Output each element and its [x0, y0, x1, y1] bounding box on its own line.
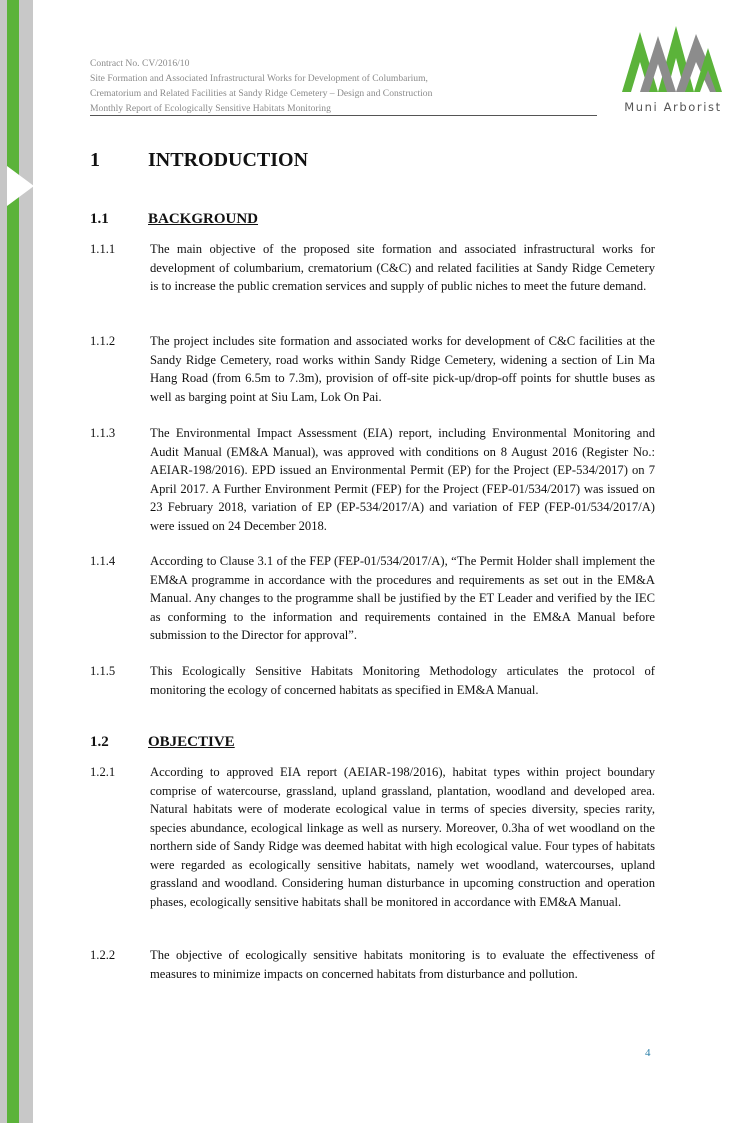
para-1-1-4-number: 1.1.4 — [90, 554, 116, 568]
header-report-title: Monthly Report of Ecologically Sensitive Habitats Monitoring — [90, 103, 331, 114]
para-1-2-2-text: The objective of ecologically sensitive habitats monitoring is to evaluate the effectiveness of measures to minimize impacts on concerned habitats from disturbance and pollution. — [150, 948, 655, 981]
para-1-1-2-number: 1.1.2 — [90, 334, 116, 348]
header-contract-no: Contract No. CV/2016/10 — [90, 58, 190, 69]
header-divider — [90, 115, 597, 116]
section-1-2-number: 1.2 — [90, 734, 109, 750]
sidebar-gray-stripe — [0, 0, 7, 1123]
logo-wordmark: Muni Arborist — [624, 100, 722, 114]
para-1-1-1-number: 1.1.1 — [90, 242, 116, 256]
page-number: 4 — [645, 1047, 651, 1059]
section-1-number: 1 — [90, 149, 100, 171]
section-1-1-title: BACKGROUND — [148, 211, 259, 227]
logo-mark-icon — [618, 24, 726, 100]
header-project-line-2: Crematorium and Related Facilities at Sandy Ridge Cemetery – Design and Construction — [90, 88, 433, 99]
document-header — [90, 56, 595, 116]
para-1-1-1-text: The main objective of the proposed site formation and associated infrastructural works for development of columbarium, crematorium (C&C) and related facilities at Sandy Ridge Cemetery is to increase the public cremation services and supply of public niches to meet the future demand. — [150, 242, 655, 293]
para-1-1-3-number: 1.1.3 — [90, 426, 116, 440]
para-1-2-2-number: 1.2.2 — [90, 948, 116, 962]
para-1-1-5-text: This Ecologically Sensitive Habitats Monitoring Methodology articulates the protocol of monitoring the ecology of concerned habitats as specified in EM&A Manual. — [150, 664, 655, 697]
section-1-1-number: 1.1 — [90, 211, 109, 227]
para-1-2-1-text: According to approved EIA report (AEIAR-198/2016), habitat types within project boundary comprise of watercourse, grassland, upland grassland, plantation, woodland and developed area. Natural habitats were of moderate ecological value in terms of species diversity, species rarity, species abundance, ecological linkage as well as nursery. Moreover, 0.3ha of wet woodland on the northern side of Sandy Ridge was deemed habitat with high ecological value. Four types of habitats were regarded as ecologically sensitive habitats, namely wet woodland, watercourses, upland grassland and woodland. Considering human disturbance in upcoming construction and operation phases, ecologically sensitive habitats shall be monitored in accordance with EM&A Manual. — [150, 765, 655, 909]
section-1-2-title: OBJECTIVE — [148, 734, 235, 750]
header-project-line-1: Site Formation and Associated Infrastructural Works for Development of Columbarium, — [90, 73, 428, 84]
para-1-1-3-text: The Environmental Impact Assessment (EIA) report, including Environmental Monitoring and Audit Manual (EM&A Manual), was approved with conditions on 8 August 2016 (Register No.: AEIAR-198/2016). EPD issued an Environmental Permit (EP) for the Project (EP-534/2017) on 7 April 2017. A Further Environment Permit (FEP) for the Project (FEP-01/534/2017) was issued on 23 February 2018, variation of EP (EP-534/2017/A) and variation of FEP (FEP-01/534/2017/A) were issued on 24 December 2018. — [150, 426, 655, 533]
para-1-1-4-text: According to Clause 3.1 of the FEP (FEP-01/534/2017/A), “The Permit Holder shall implement the EM&A programme in accordance with the procedures and requirements as set out in the EM&A Manual. Any changes to the programme shall be justified by the ET Leader and verified by the IEC as conforming to the information and requirements contained in the EM&A Manual before submission to the Director for approval”. — [150, 554, 655, 642]
company-logo — [618, 24, 726, 118]
para-1-2-1-number: 1.2.1 — [90, 765, 116, 779]
para-1-1-2-text: The project includes site formation and associated works for development of C&C facilities at the Sandy Ridge Cemetery, road works within Sandy Ridge Cemetery, widening a section of Lin Ma Hang Road (from 6.5m to 7.3m), provision of off-site pick-up/drop-off points for shuttle buses as well as barging point at Siu Lam, Lok On Pai. — [150, 334, 655, 404]
sidebar-chevron-marker — [7, 166, 34, 206]
section-1-title: INTRODUCTION — [148, 149, 309, 171]
para-1-1-5-number: 1.1.5 — [90, 664, 116, 678]
